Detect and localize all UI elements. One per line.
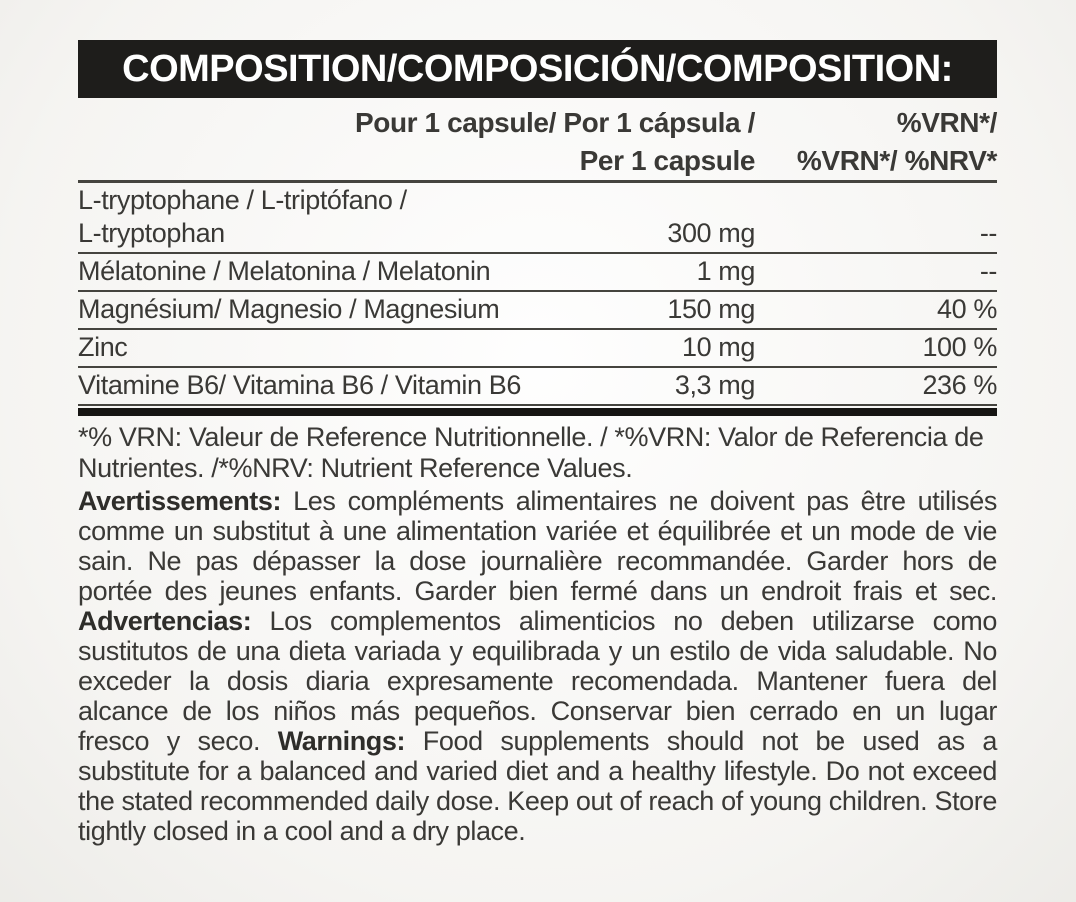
label-content (78, 40, 997, 846)
nrv-header-line2: %VRN*/ %NRV* (796, 145, 997, 176)
ingredient-pct: 40 % (937, 294, 997, 324)
ingredient-amount: 1 mg (696, 256, 755, 286)
ingredient-name-line2: L-tryptophan (78, 218, 225, 248)
warnings-label-es: Advertencias: (78, 606, 252, 636)
ingredient-pct: 236 % (922, 370, 997, 400)
ingredient-amount: 300 mg (667, 218, 755, 248)
per-capsule-header-line2: Per 1 capsule (579, 145, 755, 176)
nrv-column-header (755, 104, 997, 180)
table-row (78, 368, 997, 406)
ingredient-amount: 10 mg (681, 332, 755, 362)
table-row (78, 183, 997, 254)
warnings-label-fr: Avertissements: (78, 486, 282, 516)
ingredient-name: Mélatonine / Melatonina / Melatonin (78, 256, 491, 286)
ingredient-name-line1: L-tryptophane / L-triptófano / (78, 185, 407, 215)
ingredient-pct: 100 % (922, 332, 997, 362)
warnings-paragraph (78, 486, 997, 846)
nrv-footnote: *% VRN: Valeur de Reference Nutritionnelle. / *%VRN: Valor de Referencia de Nutrientes. /*%NRV: Nutrient Reference Values. (78, 422, 984, 483)
ingredient-name: Zinc (78, 332, 128, 362)
warnings-text-fr: Les compléments alimentaires ne doivent pas être utilisés comme un substitut à une alimentation variée et équilibrée et un mode de vie sain. Ne pas dépasser la dose journalière recommandée. Garder hors de portée des jeunes enfants. Garder bien fermé dans un endroit frais et sec. (78, 486, 997, 606)
ingredient-pct: -- (979, 218, 997, 248)
composition-title-bar (78, 40, 997, 98)
warnings-label-en: Warnings: (277, 726, 406, 756)
ingredient-name: Magnésium/ Magnesio / Magnesium (78, 294, 500, 324)
per-capsule-column-header (78, 104, 755, 180)
per-capsule-header-line1: Pour 1 capsule/ Por 1 cápsula / (355, 107, 755, 138)
warnings-text-en: Food supplements should not be used as a substitute for a balanced and varied diet and a healthy lifestyle. Do not exceed the stated recommended daily dose. Keep out of reach of young children. Store tightly closed in a cool and a dry place. (78, 726, 997, 846)
nrv-header-line1: %VRN*/ (896, 107, 997, 138)
table-header-row (78, 98, 997, 183)
table-row (78, 254, 997, 292)
table-bottom-rule (78, 408, 997, 416)
table-row (78, 330, 997, 368)
composition-title: COMPOSITION/COMPOSICIÓN/COMPOSITION: (122, 47, 953, 90)
warnings-text-es: Los complementos alimenticios no deben utilizarse como sustitutos de una dieta variada y equilibrada y un estilo de vida saludable. No exceder la dosis diaria expresamente recomendada. Mantener fuera del alcance de los niños más pequeños. Conservar bien cerrado en un lugar fresco y seco. (78, 606, 997, 756)
ingredient-amount: 150 mg (667, 294, 755, 324)
ingredient-name (78, 184, 595, 250)
ingredient-pct: -- (979, 256, 997, 286)
table-row (78, 292, 997, 330)
ingredient-amount: 3,3 mg (674, 370, 755, 400)
ingredient-name: Vitamine B6/ Vitamina B6 / Vitamin B6 (78, 370, 521, 400)
